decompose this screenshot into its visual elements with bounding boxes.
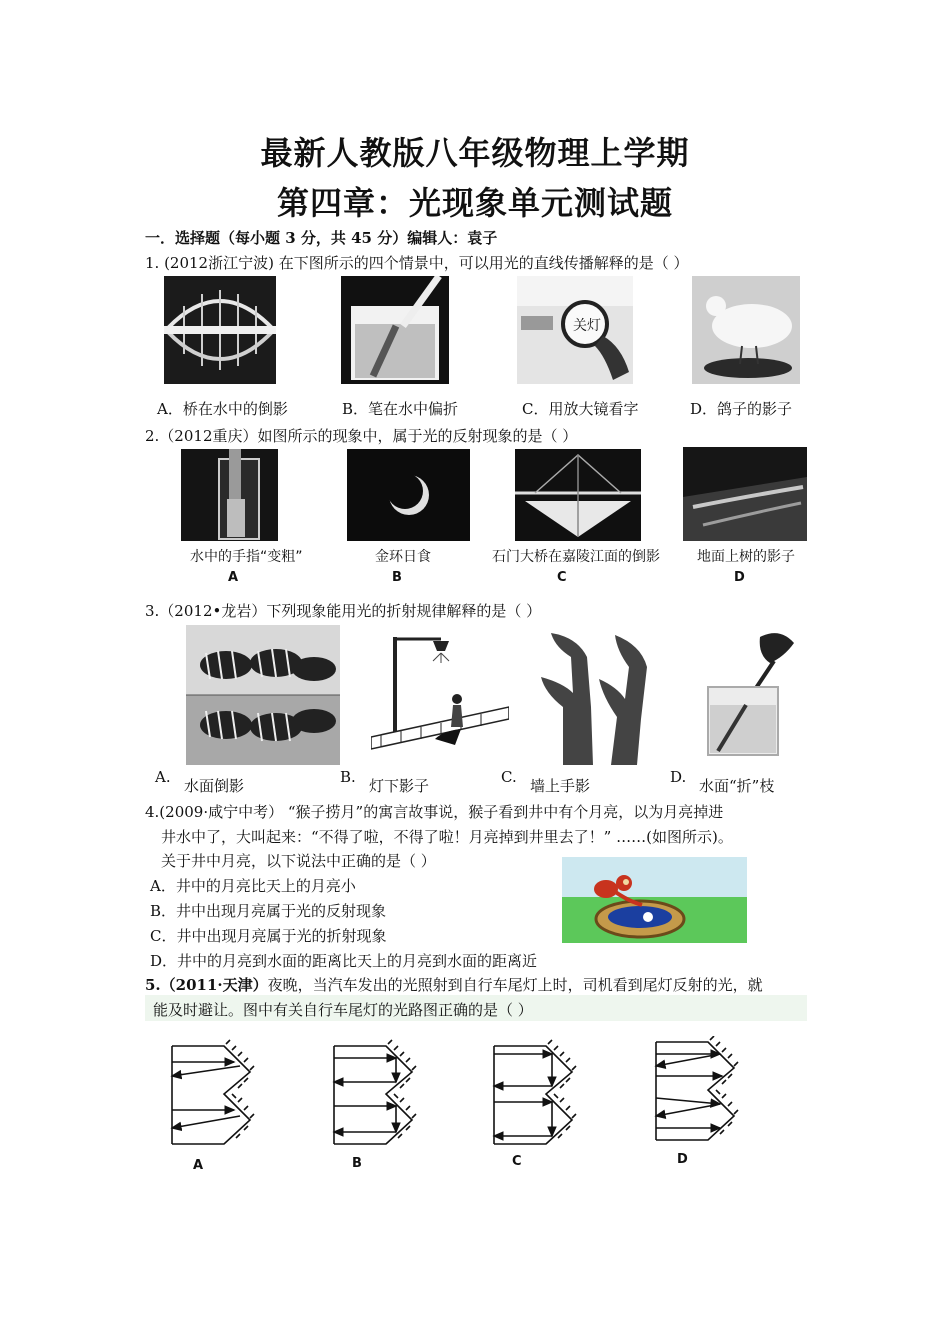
diagram-c <box>494 1040 576 1144</box>
pen-in-water-image <box>341 276 449 384</box>
question-2-stem: 2.（2012重庆）如图所示的现象中，属于光的反射现象的是（ ） <box>145 427 578 445</box>
q3-letter-d: D. <box>670 768 687 786</box>
question-5-line1 <box>145 974 763 995</box>
tree-shadow-image <box>683 447 807 541</box>
question-4-line1: 4.(2009·咸宁中考） “猴子捞月”的寓言故事说，猴子看到井中有个月亮，以为月亮掉进 <box>145 803 724 821</box>
q2-caption-b: 金环日食 <box>375 549 431 565</box>
q1-option-d: D．鸽子的影子 <box>690 400 793 418</box>
branch-in-water-image <box>700 627 806 757</box>
question-4-line2: 井水中了，大叫起来：“不得了啦，不得了啦！月亮掉到井里去了！” ……(如图所示)。 <box>161 828 733 846</box>
q5-letter-a: A <box>193 1158 204 1173</box>
diagram-a <box>172 1040 254 1144</box>
q2-letter-a: A <box>228 570 239 585</box>
q4-option-d: D．井中的月亮到水面的距离比天上的月亮到水面的距离近 <box>150 952 538 970</box>
q2-caption-d: 地面上树的影子 <box>697 549 795 565</box>
question-4-line3: 关于井中月亮，以下说法中正确的是（ ） <box>161 852 436 870</box>
question-5-line2: 能及时避让。图中有关自行车尾灯的光路图正确的是（ ） <box>153 1001 533 1019</box>
q5-letter-b: B <box>352 1156 362 1171</box>
q3-caption-d: 水面“折”枝 <box>699 777 775 795</box>
question-3-stem: 3.（2012•龙岩）下列现象能用光的折射规律解释的是（ ） <box>145 602 542 620</box>
q5-letter-d: D <box>677 1152 688 1167</box>
q2-letter-b: B <box>392 570 402 585</box>
tail-light-diagrams <box>160 1036 820 1176</box>
pigeon-shadow-image <box>692 276 800 384</box>
lamp-shadow-image <box>371 627 509 757</box>
monkey-well-image <box>562 857 747 943</box>
hand-shadow-image <box>533 627 671 765</box>
bridge-reflection-image <box>164 276 276 384</box>
q2-caption-a: 水中的手指“变粗” <box>190 549 303 565</box>
q1-option-b: B．笔在水中偏折 <box>342 400 459 418</box>
q3-letter-a: A. <box>155 768 171 786</box>
question-5-source: 5.（2011·天津） <box>145 976 268 994</box>
magnifier-image <box>517 276 633 384</box>
page-subtitle: 第四章：光现象单元测试题 <box>276 184 673 222</box>
question-1-stem: 1. (2012浙江宁波) 在下图所示的四个情景中，可以用光的直线传播解释的是（ ） <box>145 254 689 272</box>
q3-caption-c: 墙上手影 <box>530 777 591 795</box>
annular-eclipse-image <box>347 449 470 541</box>
q4-option-c: C．井中出现月亮属于光的折射现象 <box>150 927 387 945</box>
q1-option-a: A．桥在水中的倒影 <box>157 400 288 418</box>
q3-letter-c: C. <box>501 768 517 786</box>
diagram-b <box>334 1040 416 1144</box>
section-heading: 一．选择题（每小题 3 分，共 45 分）编辑人：袁子 <box>145 229 498 247</box>
bridge-river-reflection-image <box>515 449 641 541</box>
q2-caption-c: 石门大桥在嘉陵江面的倒影 <box>492 549 660 565</box>
q3-letter-b: B. <box>340 768 356 786</box>
page-title: 最新人教版八年级物理上学期 <box>260 134 690 172</box>
finger-in-water-image <box>181 449 278 541</box>
q4-option-b: B．井中出现月亮属于光的反射现象 <box>150 902 387 920</box>
q2-letter-d: D <box>734 570 745 585</box>
q3-caption-b: 灯下影子 <box>369 777 430 795</box>
q4-option-a: A．井中的月亮比天上的月亮小 <box>150 877 356 895</box>
question-5-text: 夜晚，当汽车发出的光照射到自行车尾灯上时，司机看到尾灯反射的光，就 <box>267 976 763 994</box>
q3-caption-a: 水面倒影 <box>184 777 245 795</box>
q2-letter-c: C <box>557 570 567 585</box>
q5-letter-c: C <box>512 1154 522 1169</box>
zebra-reflection-image <box>186 625 340 765</box>
q1-option-c: C．用放大镜看字 <box>522 400 639 418</box>
svg-text:关灯: 关灯 <box>573 318 601 334</box>
diagram-d <box>656 1036 738 1140</box>
